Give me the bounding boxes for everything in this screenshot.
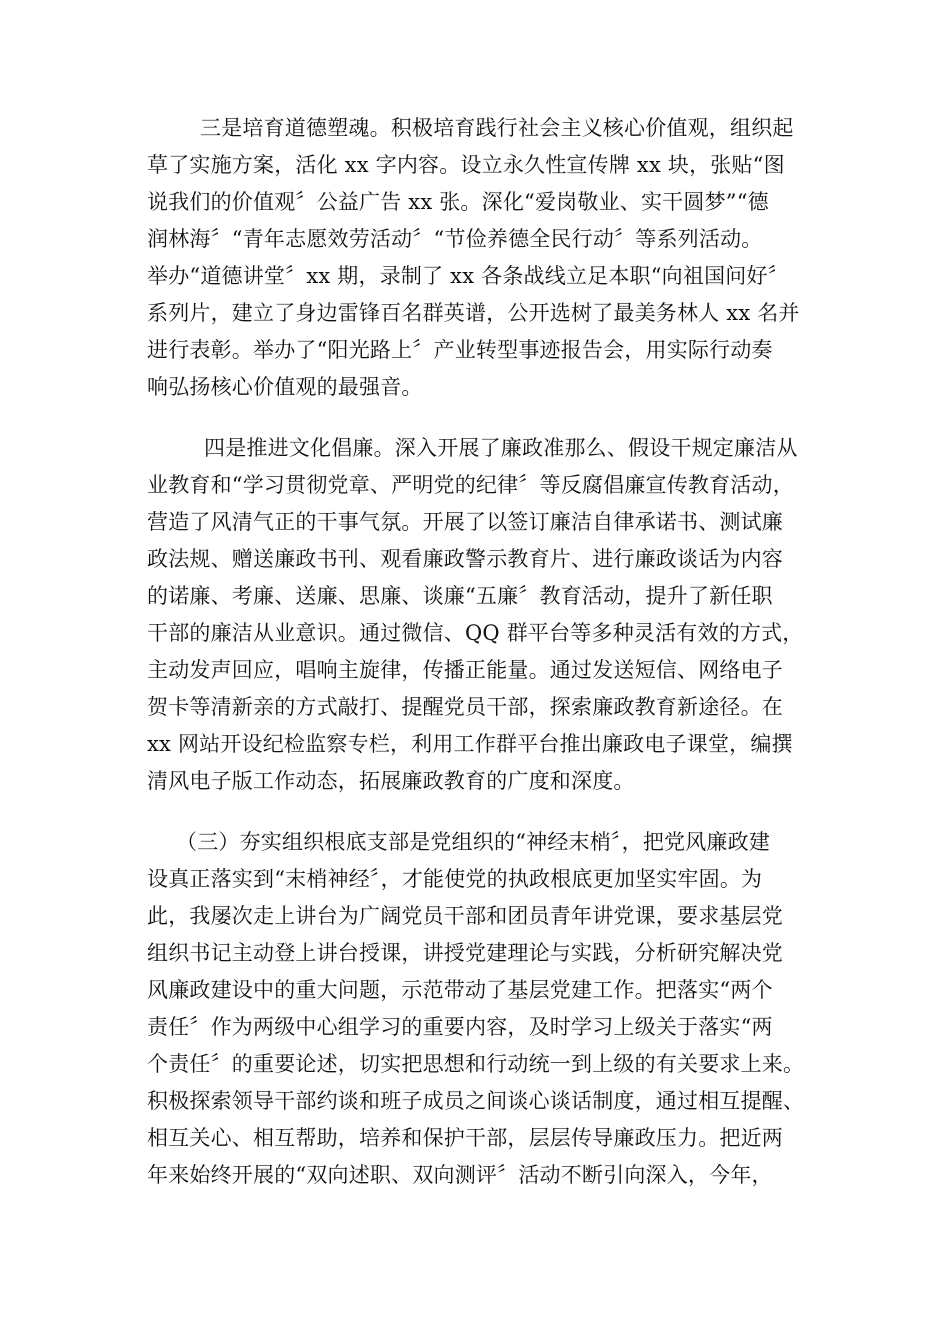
text-line: 四是推进文化倡廉。深入开展了廉政准那么、假设干规定廉洁从: [204, 436, 798, 460]
text-line: 政法规、赠送廉政书刊、观看廉政警示教育片、进行廉政谈话为内容: [147, 547, 783, 571]
text-line: 清风电子版工作动态，拓展廉政教育的广度和深度。: [147, 769, 635, 793]
text-line: 组织书记主动登上讲台授课，讲授党建理论与实践，分析研究解决党: [147, 941, 783, 965]
text-line: （三）夯实组织根底支部是党组织的“神经末梢〞，把党风廉政建: [176, 830, 771, 854]
text-line: 三是培育道德塑魂。积极培育践行社会主义核心价值观，组织起: [200, 116, 794, 140]
text-line: 风廉政建设中的重大问题，示范带动了基层党建工作。把落实“两个: [147, 978, 773, 1002]
text-line: 系列片，建立了身边雷锋百名群英谱，公开选树了最美务林人 xx 名并: [147, 301, 800, 325]
text-line: 年来始终开展的“双向述职、双向测评〞活动不断引向深入，今年，: [147, 1163, 773, 1187]
text-line: 责任〞作为两级中心组学习的重要内容，及时学习上级关于落实“两: [147, 1015, 773, 1039]
text-line: 举办“道德讲堂〞xx 期，录制了 xx 各条战线立足本职“向祖国问好〞: [147, 264, 789, 288]
text-line: 的诺廉、考廉、送廉、思廉、谈廉“五廉〞教育活动，提升了新任职: [147, 584, 773, 608]
text-line: 进行表彰。举办了“阳光路上〞产业转型事迹报告会，用实际行动奏: [147, 338, 773, 362]
text-line: 贺卡等清新亲的方式敲打、提醒党员干部，探索廉政教育新途径。在: [147, 695, 783, 719]
text-line: 设真正落实到“末梢神经〞，才能使党的执政根底更加坚实牢固。为: [147, 867, 763, 891]
text-line: 润林海〞“青年志愿效劳活动〞“节俭养德全民行动〞等系列活动。: [147, 227, 763, 251]
text-line: 响弘扬核心价值观的最强音。: [147, 375, 423, 399]
text-line: 主动发声回应，唱响主旋律，传播正能量。通过发送短信、网络电子: [147, 658, 783, 682]
text-line: 草了实施方案，活化 xx 字内容。设立永久性宣传牌 xx 块，张贴“图: [147, 153, 785, 177]
text-line: 营造了风清气正的干事气氛。开展了以签订廉洁自律承诺书、测试廉: [147, 510, 783, 534]
text-line: 此，我屡次走上讲台为广阔党员干部和团员青年讲党课，要求基层党: [147, 904, 783, 928]
text-line: 积极探索领导干部约谈和班子成员之间谈心谈话制度，通过相互提醒、: [147, 1089, 805, 1113]
text-line: 个责任〞的重要论述，切实把思想和行动统一到上级的有关要求上来。: [147, 1052, 805, 1076]
text-line: 业教育和“学习贯彻党章、严明党的纪律〞等反腐倡廉宣传教育活动，: [147, 473, 794, 497]
text-line: xx 网站开设纪检监察专栏，利用工作群平台推出廉政电子课堂，编撰: [147, 732, 793, 756]
text-line: 相互关心、相互帮助，培养和保护干部，层层传导廉政压力。把近两: [147, 1126, 783, 1150]
text-line: 说我们的价值观〞公益广告 xx 张。深化“爱岗敬业、实干圆梦”“德: [147, 190, 769, 214]
text-line: 干部的廉洁从业意识。通过微信、QQ 群平台等多种灵活有效的方式，: [147, 621, 804, 645]
